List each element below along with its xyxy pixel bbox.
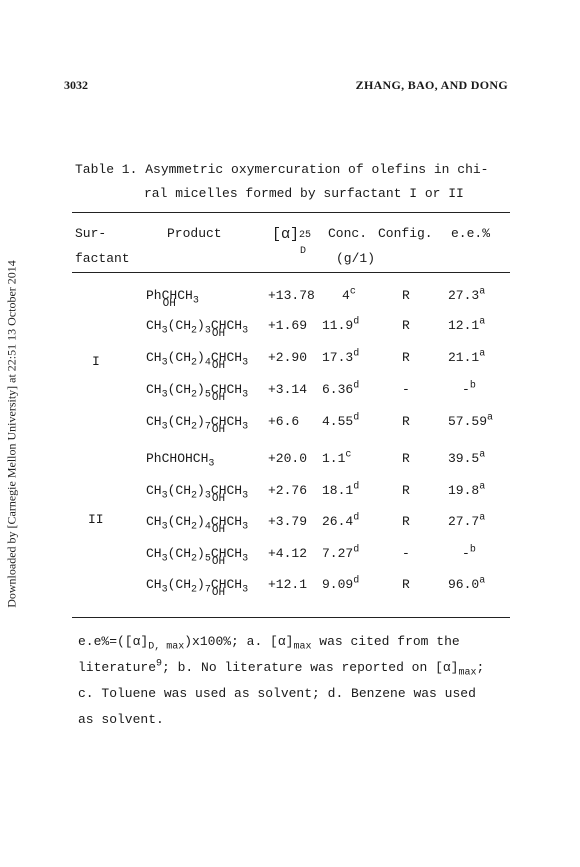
header-rotation: [α] 25 D: [272, 226, 312, 257]
caption-line-2: ral micelles formed by surfactant I or II: [144, 186, 464, 201]
table-footnote: [78, 629, 518, 733]
table-row: [0, 382, 580, 406]
table-row: [0, 288, 580, 312]
ee-cell: 39.5$^a$: [448, 449, 486, 466]
header-conc-2: (g/1): [336, 251, 376, 266]
rotation-cell: +2.90: [268, 350, 308, 365]
table-row: [0, 451, 580, 475]
product-cell: $CH_3(CH_2)_3C$ OH $HCH_3$: [146, 318, 249, 340]
header-ee: e.e.%: [451, 226, 491, 241]
config-cell: R: [402, 483, 410, 498]
header-surfactant-2: factant: [75, 251, 130, 266]
concentration-cell: 4$^c$: [342, 286, 356, 303]
ee-cell: 27.3$^a$: [448, 286, 486, 303]
header-product: Product: [167, 226, 222, 241]
rotation-cell: +3.14: [268, 382, 308, 397]
product-cell: $CH_3(CH_2)_3C$ OH $HCH_3$: [146, 483, 249, 505]
table-row: [0, 350, 580, 374]
table-row: [0, 318, 580, 342]
product-cell: $CH_3(CH_2)_7C$ OH $HCH_3$: [146, 577, 249, 599]
ee-cell: 96.0$^a$: [448, 575, 486, 592]
rotation-cell: +12.1: [268, 577, 308, 592]
running-head: ZHANG, BAO, AND DONG: [355, 78, 508, 92]
config-cell: R: [402, 350, 410, 365]
concentration-cell: 1.1$^c$: [322, 449, 352, 466]
concentration-cell: 26.4$^d$: [322, 512, 360, 529]
table-header-rule: [72, 272, 510, 273]
product-cell: PhC OH $HCH_3$: [146, 288, 199, 310]
config-cell: R: [402, 414, 410, 429]
table-row: [0, 483, 580, 507]
product-cell: $CH_3(CH_2)_4C$ OH $HCH_3$: [146, 350, 249, 372]
product-cell: PhCHOHCH$_3$: [146, 451, 215, 470]
product-cell: $CH_3(CH_2)_5C$ OH $HCH_3$: [146, 382, 249, 404]
ee-cell: -$^b$: [462, 380, 476, 397]
download-note: Downloaded by [Carnegie Mellon University] at 22:51 13 October 2014: [4, 260, 19, 608]
header-conc-1: Conc.: [328, 226, 368, 241]
footnote-line-1: $e.e\%=([\alpha]_{D, max})x100\%$; a. $[\alpha]_{max}$ was cited from the: [78, 634, 460, 653]
table-row: [0, 577, 580, 601]
header-rotation-symbol: [α]: [272, 226, 300, 243]
config-cell: R: [402, 514, 410, 529]
concentration-cell: 18.1$^d$: [322, 481, 360, 498]
config-cell: -: [402, 546, 410, 561]
concentration-cell: 6.36$^d$: [322, 380, 360, 397]
product-cell: $CH_3(CH_2)_4C$ OH $HCH_3$: [146, 514, 249, 536]
concentration-cell: 4.55$^d$: [322, 412, 360, 429]
surfactant-label-1: I: [92, 354, 100, 369]
ee-cell: 21.1$^a$: [448, 348, 486, 365]
table-row: [0, 514, 580, 538]
caption-line-1: Table 1. Asymmetric oxymercuration of olefins in chi-: [75, 162, 489, 177]
table-caption: [75, 158, 515, 206]
table-top-rule: [72, 212, 510, 213]
concentration-cell: 17.3$^d$: [322, 348, 360, 365]
concentration-cell: 7.27$^d$: [322, 544, 360, 561]
table-bottom-rule: [72, 617, 510, 618]
ee-cell: -$^b$: [462, 544, 476, 561]
ee-cell: 57.59$^a$: [448, 412, 494, 429]
product-cell: $CH_3(CH_2)_5C$ OH $HCH_3$: [146, 546, 249, 568]
surfactant-label-2: II: [88, 512, 104, 527]
footnote-line-2: literature$^9$; b. No literature was reported on $[\alpha]_{max}$;: [78, 658, 485, 679]
table-row: [0, 414, 580, 438]
rotation-cell: +6.6: [268, 414, 300, 429]
ee-cell: 19.8$^a$: [448, 481, 486, 498]
rotation-cell: +4.12: [268, 546, 308, 561]
rotation-cell: +20.0: [268, 451, 308, 466]
footnote-line-3: c. Toluene was used as solvent; d. Benzene was used: [78, 686, 476, 701]
config-cell: R: [402, 577, 410, 592]
ee-cell: 12.1$^a$: [448, 316, 486, 333]
config-cell: R: [402, 318, 410, 333]
rotation-cell: +13.78: [268, 288, 315, 303]
page-number: 3032: [64, 78, 88, 92]
footnote-line-4: as solvent.: [78, 712, 164, 727]
ee-cell: 27.7$^a$: [448, 512, 486, 529]
config-cell: -: [402, 382, 410, 397]
concentration-cell: 9.09$^d$: [322, 575, 360, 592]
config-cell: R: [402, 288, 410, 303]
header-config: Config.: [378, 226, 433, 241]
product-cell: $CH_3(CH_2)_7C$ OH $HCH_3$: [146, 414, 249, 436]
header-surfactant-1: Sur-: [75, 226, 107, 241]
table-row: [0, 546, 580, 570]
rotation-cell: +2.76: [268, 483, 308, 498]
rotation-cell: +3.79: [268, 514, 308, 529]
rotation-cell: +1.69: [268, 318, 308, 333]
concentration-cell: 11.9$^d$: [322, 316, 360, 333]
config-cell: R: [402, 451, 410, 466]
